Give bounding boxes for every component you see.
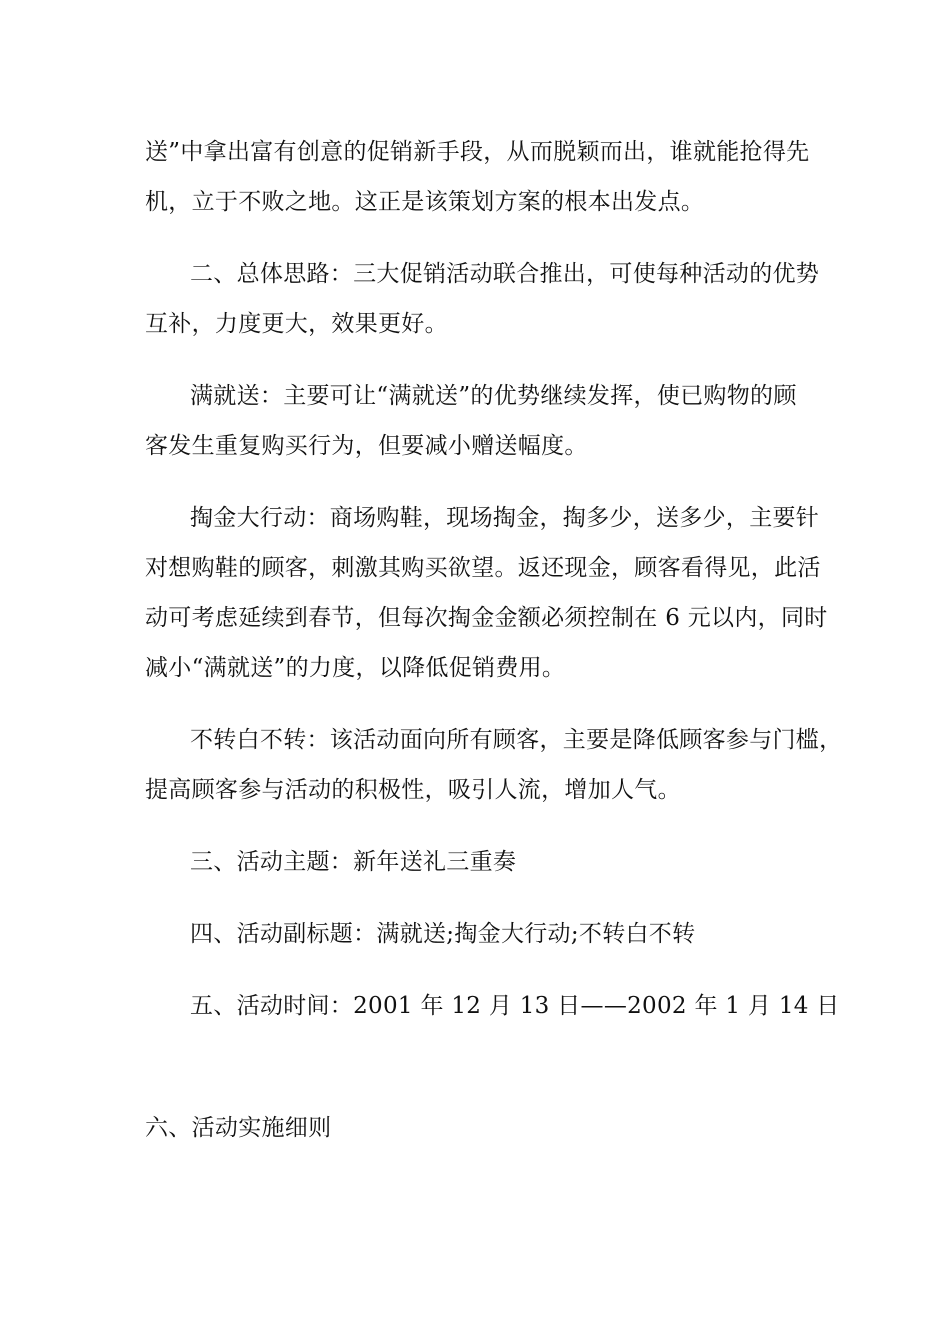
section-heading-time: 五、活动时间：2001 年 12 月 13 日——2002 年 1 月 14 日	[190, 993, 840, 1019]
paragraph-line: 减小“满就送”的力度，以降低促销费用。	[145, 655, 566, 681]
paragraph-line: 互补，力度更大，效果更好。	[145, 311, 448, 337]
paragraph-line: 掏金大行动：商场购鞋，现场掏金，掏多少，送多少，主要针	[190, 505, 820, 531]
section-heading-overall-approach: 二、总体思路：三大促销活动联合推出，可使每种活动的优势	[190, 261, 820, 287]
paragraph-line: 不转白不转：该活动面向所有顾客，主要是降低顾客参与门槛，	[190, 727, 843, 753]
section-heading-theme: 三、活动主题：新年送礼三重奏	[190, 849, 517, 875]
paragraph-line: 提高顾客参与活动的积极性，吸引人流，增加人气。	[145, 777, 681, 803]
paragraph-line: 机，立于不败之地。这正是该策划方案的根本出发点。	[145, 189, 705, 215]
paragraph-line: 送”中拿出富有创意的促销新手段，从而脱颖而出，谁就能抢得先	[145, 139, 810, 165]
paragraph-line: 对想购鞋的顾客，刺激其购买欲望。返还现金，顾客看得见，此活	[145, 555, 821, 581]
paragraph-line: 满就送：主要可让“满就送”的优势继续发挥，使已购物的顾	[190, 383, 797, 409]
section-heading-subtitle: 四、活动副标题：满就送;掏金大行动;不转白不转	[190, 921, 696, 947]
paragraph-line: 动可考虑延续到春节，但每次掏金金额必须控制在 6 元以内，同时	[145, 605, 828, 631]
section-heading-implementation: 六、活动实施细则	[145, 1115, 332, 1141]
paragraph-line: 客发生重复购买行为，但要减小赠送幅度。	[145, 433, 588, 459]
